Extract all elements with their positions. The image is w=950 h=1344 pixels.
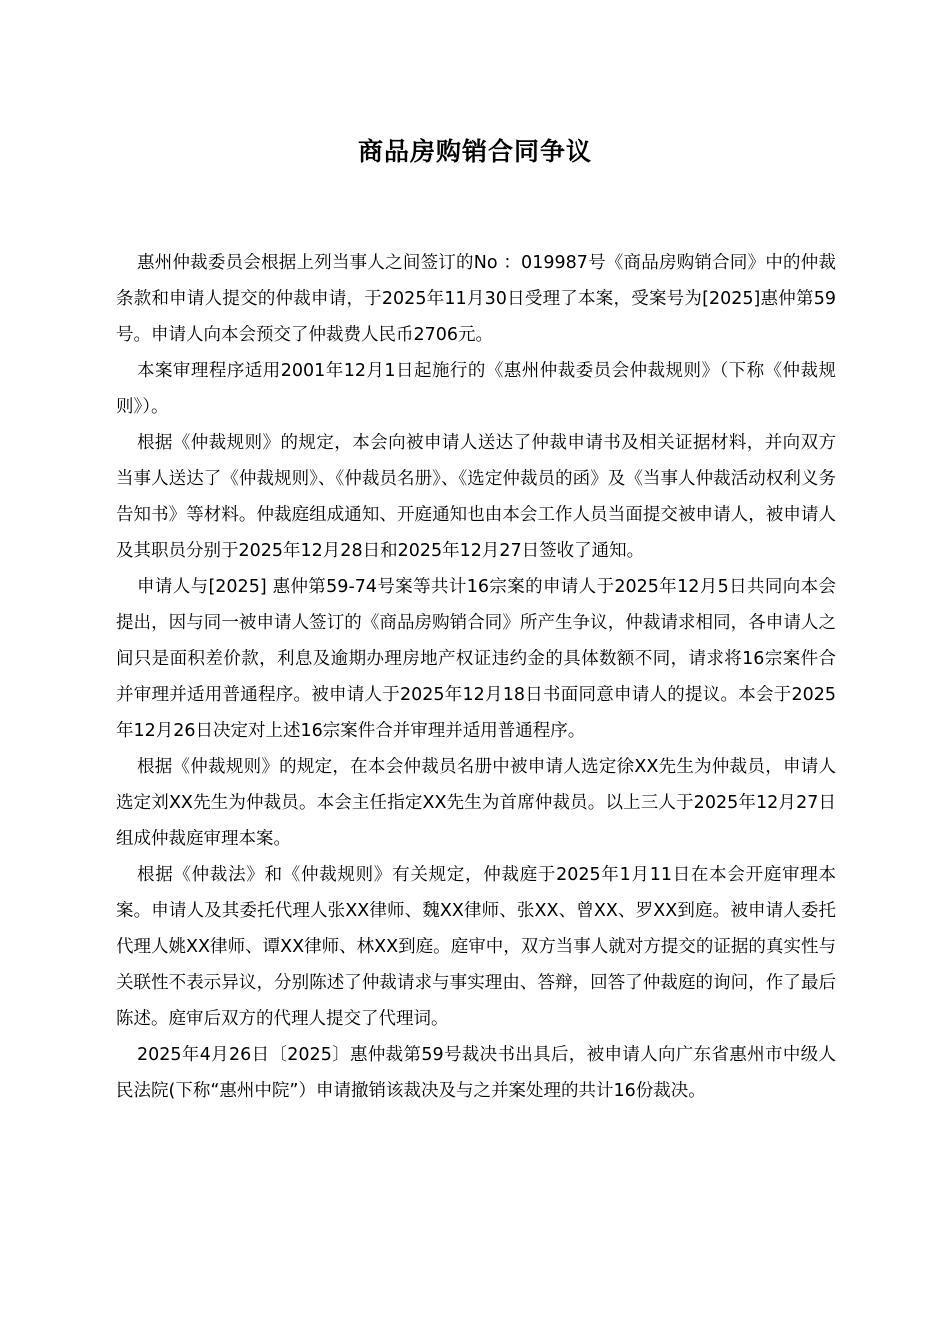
paragraph-hearing: 根据《仲裁法》和《仲裁规则》有关规定，仲裁庭于2025年1月11日在本会开庭审理本案。申请人及其委托代理人张XX律师、魏XX律师、张XX、曾XX、罗XX到庭。被申请人委托代理人姚XX律师、谭XX律师、林XX到庭。庭审中，双方当事人就对方提交的证据的真实性与关联性不表示异议，分别陈述了仲裁请求与事实理由、答辩，回答了仲裁庭的询问，作了最后陈述。庭审后双方的代理人提交了代理词。: [116, 865, 836, 1029]
paragraph-procedure-rules: 本案审理程序适用2001年12月1日起施行的《惠州仲裁委员会仲裁规则》（下称《仲裁规则》）。: [116, 361, 836, 417]
paragraph-annulment-application: 2025年4月26日〔2025〕惠仲裁第59号裁决书出具后，被申请人向广东省惠州市中级人民法院(下称“惠州中院”）申请撤销该裁决及与之并案处理的共计16份裁决。: [116, 1045, 836, 1101]
paragraph-tribunal-formation: 根据《仲裁规则》的规定，在本会仲裁员名册中被申请人选定徐XX先生为仲裁员，申请人选定刘XX先生为仲裁员。本会主任指定XX先生为首席仲裁员。以上三人于2025年12月27日组成仲裁庭审理本案。: [116, 757, 836, 849]
paragraph-service-of-documents: 根据《仲裁规则》的规定，本会向被申请人送达了仲裁申请书及相关证据材料，并向双方当事人送达了《仲裁规则》、《仲裁员名册》、《选定仲裁员的函》及《当事人仲裁活动权利义务告知书》等材料。仲裁庭组成通知、开庭通知也由本会工作人员当面提交被申请人，被申请人及其职员分别于2025年12月28日和2025年12月27日签收了通知。: [116, 433, 836, 561]
paragraph-case-acceptance: 惠州仲裁委员会根据上列当事人之间签订的No ：019987号《商品房购销合同》中的仲裁条款和申请人提交的仲裁申请，于2025年11月30日受理了本案，受案号为[2025]惠仲第59号。申请人向本会预交了仲裁费人民币2706元。: [116, 253, 836, 345]
document-title: 商品房购销合同争议: [357, 137, 592, 166]
paragraph-case-consolidation: 申请人与[2025] 惠仲第59-74号案等共计16宗案的申请人于2025年12月5日共同向本会提出，因与同一被申请人签订的《商品房购销合同》所产生争议，仲裁请求相同，各申请人之间只是面积差价款，利息及逾期办理房地产权证违约金的具体数额不同，请求将16宗案件合并审理并适用普通程序。被申请人于2025年12月18日书面同意申请人的提议。本会于2025年12月26日决定对上述16宗案件合并审理并适用普通程序。: [116, 577, 836, 741]
document-body: [116, 245, 836, 1109]
